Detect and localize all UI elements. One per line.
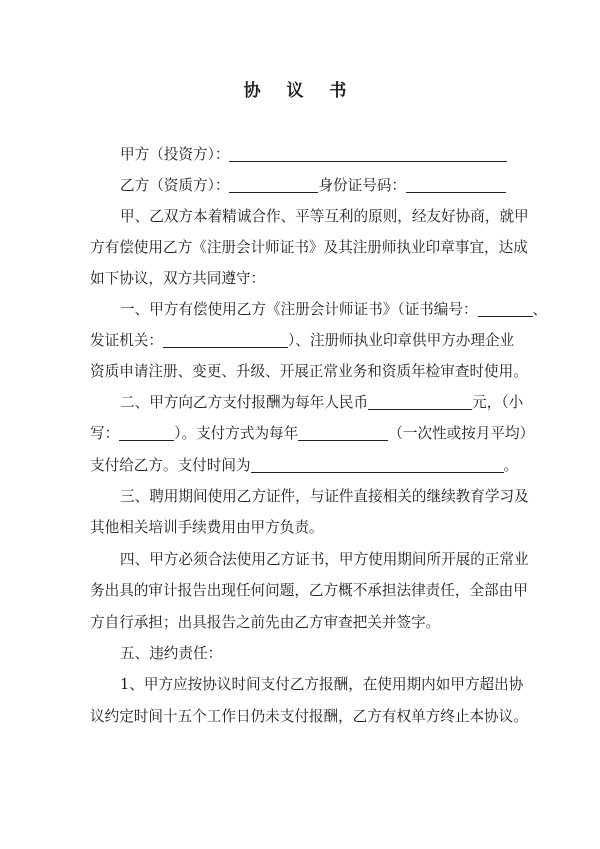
clause-2-line [90,424,535,444]
text: 发证机关： [90,332,163,349]
intro-line: 甲、乙双方本着精诚合作、平等互利的原则，经友好协商，就甲 [120,208,529,225]
clause-5-line: 1、甲方应按协议时间支付乙方报酬，在使用期内如甲方超出协 [120,676,524,693]
intro-line: 如下协议，双方共同遵守： [90,270,266,287]
intro-line: 方有偿使用乙方《注册会计师证书》及其注册师执业印章事宜，达成 [90,239,528,256]
text: 二、甲方向乙方支付报酬为每年人民币 [120,394,369,411]
text: 支付给乙方。支付时间为 [90,457,251,474]
clause-2-line [90,456,520,476]
text: 元，（小 [472,394,524,411]
text: 一、甲方有偿使用乙方《注册会计师证书》（证书编号： [120,301,478,318]
text: 。 [503,457,519,474]
payment-method-blank[interactable] [298,424,388,441]
party-b-label: 乙方（资质方）： [120,177,230,194]
party-a-line [120,145,520,165]
party-a-blank[interactable] [229,145,507,162]
text: （一次性或按月平均） [388,425,535,442]
clause-5-line: 议约定时间十五个工作日仍未支付报酬，乙方有权单方终止本协议。 [90,708,528,725]
id-blank[interactable] [406,176,506,193]
clause-1-line [120,300,548,320]
text: ）、注册师执业印章供甲方办理企业 [287,332,515,349]
payment-time-blank[interactable] [251,456,504,473]
issuer-blank[interactable] [163,331,288,348]
clause-2-line [120,393,524,413]
id-label: 身份证号码： [318,177,407,194]
clause-4-line: 务出具的审计报告出现任何问题，乙方概不承担法律责任，全部由甲 [90,582,528,599]
page-title: 协 议 书 [243,81,357,101]
text: 、 [532,301,548,318]
cert-number-blank[interactable] [478,300,533,317]
clause-3-line: 其他相关培训手续费用由甲方负责。 [90,519,324,536]
text: 写： [90,425,120,442]
text: ）。支付方式为每年 [174,425,299,442]
party-b-line [120,176,520,196]
amount-blank[interactable] [368,393,472,410]
amount-figures-blank[interactable] [119,424,174,441]
clause-1-line: 资质申请注册、变更、升级、开展正常业务和资质年检审查时使用。 [90,363,528,380]
clause-4-line: 方自行承担；出具报告之前先由乙方审查把关并签字。 [90,614,441,631]
clause-5-heading: 五、违约责任： [120,645,223,662]
clause-4-line: 四、甲方必须合法使用乙方证书，甲方使用期间所开展的正常业 [120,551,529,568]
clause-1-line [90,331,520,351]
party-a-label: 甲方（投资方）： [120,146,230,163]
clause-3-line: 三、聘用期间使用乙方证件，与证件直接相关的继续教育学习及 [120,488,529,505]
party-b-blank[interactable] [229,176,318,193]
